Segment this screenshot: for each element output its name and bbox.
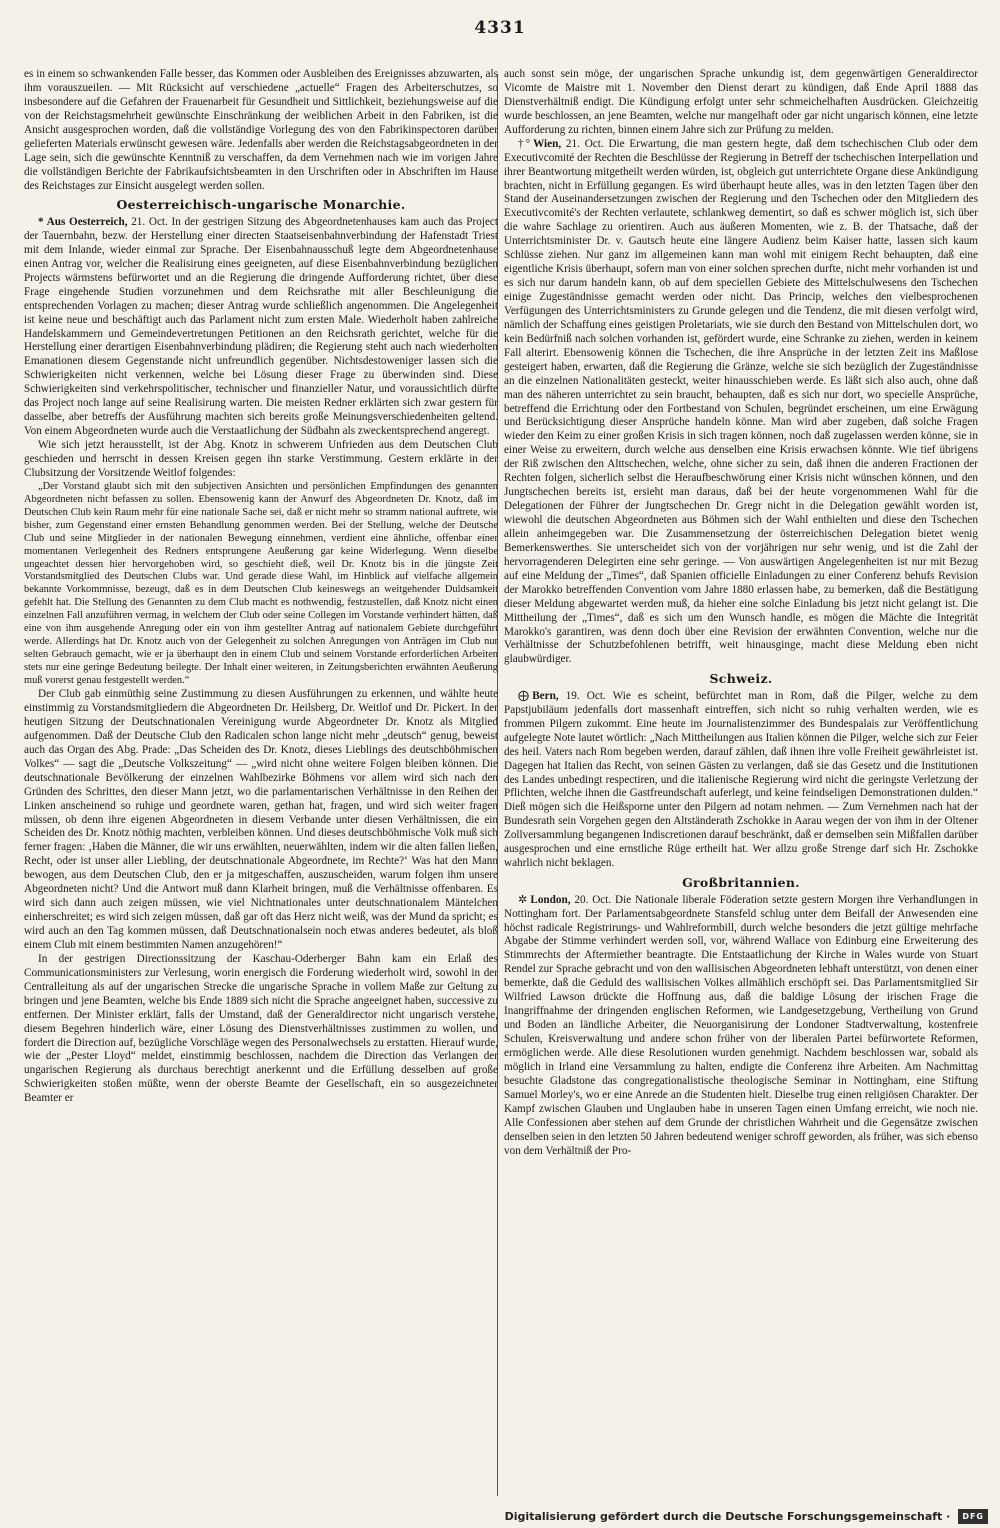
left-column [24,68,498,1500]
section-heading-austria: Oesterreichisch-ungarische Monarchie. [116,197,406,213]
article-paragraph [24,216,498,439]
correspondent-mark-icon: ⨁ [518,689,530,702]
correspondent-mark-icon: ✲ [518,893,528,906]
dateline: London, [530,893,571,906]
article-paragraph: In der gestrigen Directionssitzung der Kaschau-Oderberger Bahn kam ein Erlaß des Communicationsministers zur Verlesung, worin energisch die Forderung wiederholt wird, sowohl in der Centralleitung als auf der ungarischen Strecke die ungarische Sprache in vollem Maße zur Geltung zu bringen und jene Beamten, welche bis Ende 1889 sich nicht die Sprache angeeignet haben, successive zu entfernen. Der Minister erklärt, falls der Umstand, daß der Generaldirector nicht ungarisch verstehe, diesem Begehren hinderlich wäre, einer Lösung des Dienstverhältnisses zustimmen zu wollen, und fordert die Direction auf, bezügliche Vorschläge wegen des Personalwechsels zu erstatten. Hierauf wurde, wie der „Pester Lloyd“ meldet, einstimmig beschlossen, nachdem die Direction das Verlangen der ungarischen Regierung als durchaus berechtigt anerkennt und die Erfüllung desselben auf große Schwierigkeiten stoßen müßte, wenn der oberste Beamte der Gesellschaft, ein so ausgezeichneter Beamter er [24,952,498,1105]
dateline: Wien, [533,137,562,150]
article-paragraph: Wie sich jetzt herausstellt, ist der Abg. Knotz in schwerem Unfrieden aus dem Deutschen Club geschieden und herrscht in dessen Kreisen gegen ihn starke Verstimmung. Gestern erklärte in der Clubsitzung der Vorsitzende Weitlof folgendes: [24,439,498,479]
article-paragraph: es in einem so schwankenden Falle besser, das Kommen oder Ausbleiben des Ereignisses abzuwarten, als ihm vorauszueilen. — Mit Rücksicht auf verschiedene „actuelle“ Fragen des Arbeiterschutzes, so insbesondere auf die Gefahren der Frauenarbeit für Gesundheit und Sittlichkeit, beziehungsweise auf die von der Reichstagsmehrheit gewünschte Einschränkung der weiblichen Arbeit in den Fabriken, ist die Ansicht ausgesprochen worden, daß die vollständige Vorlegung des von den Fabrikinspectoren darüber gelieferten Materials erwünscht gewesen wäre. Jedenfalls aber werden die Reichstagsabgeordneten in der Lage sein, sich die gewünschte Kenntniß zu verschaffen, da dem Vernehmen nach wie im vorigen Jahre die vollständigen Berichte der Fabrikaufsichtsbeamten in den Urschriften oder in Abschriften im Hause des Reichstages zur Einsicht ausgelegt werden sollen. [24,68,498,192]
right-column [504,68,978,1500]
section-heading-great-britain: Großbritannien. [682,875,800,891]
article-paragraph [504,138,978,668]
article-text: 19. Oct. Wie es scheint, befürchtet man in Rom, daß die Pilger, welche zu dem Papstjubiläum jedenfalls dort massenhaft eintreffen, sich nicht so ruhig verhalten werden, wie es frommen Pilgern zukommt. Eine heute im Journalistenzimmer des Bundespalais zur Veröffentlichung aufgelegte Note lautet wörtlich: „Nach Mittheilungen aus Italien können die Pilger, welche sich zur Feier des heil. Vaters nach Rom begeben werden, darauf zählen, daß ihnen ihre volle Freiheit gewährleistet ist. Dagegen hat Italien das Recht, von seinen Gästen zu verlangen, daß sie das Gesetz und die Institutionen des Landes unbedingt respectiren, und die italienische Regierung wird nicht die geringste Verletzung der Pflichten, welche ihnen die Gastfreundschaft auferlegt, und keine feindseligen Demonstrationen dulden.“ Dieß mögen sich die Heißsporne unter den Pilgern ad notam nehmen. — Zum Vernehmen nach hat der Bundesrath sein Vorgehen gegen den Altständerath Zschokke in Aarau wegen der von ihm in der Oltener Zollversammlung begangenen Indiscretionen darauf beschränkt, daß er demselben sein Mißfallen darüber ausgesprochen und eine ernstliche Rüge ertheilt hat. Wer allzu große Strenge darf sich Hr. Zschokke wahrlich nicht beklagen. [504,689,978,870]
article-paragraph [504,690,978,871]
article-text: 20. Oct. Die Nationale liberale Föderation setzte gestern Morgen ihre Verhandlungen in Nottingham fort. Der Parlamentsabgeordnete Stansfeld schlug unter dem Beifall der Anwesenden eine höchst radicale Registrirungs- und Wahlreformbill, durch welche besonders die jetzt gültige mehrfache Abgabe der Stimme verhindert werden soll, vor, während Wallace von Edinburg eine Erweiterung des Stimmrechts der Aftermiether beantragte. Die Entstaatlichung der Kirche in Wales wurde von Stuart Rendel zur Sprache gebracht und von den wallisischen Abgeordneten lebhaft unterstützt, von denen einer bemerkte, daß die Geduld des wallisischen Volkes allmählich erschöpft sei. Das Parlamentsmitglied Sir Wilfried Lawson drückte die Hoffnung aus, daß die baldige Lösung der irischen Frage die Inangriffnahme der dringenden englischen Reformen, wie Landgesetzgebung, Vertheilung von Grund und Boden an ländliche Arbeiter, die Neuorganisirung der Londoner Stadtverwaltung, kostenfreie Schulen, Kreisverwaltung und andere schon früher von der liberalen Partei befürwortete Reformen, ermöglichen werde. Alle diese Resolutionen wurden genehmigt. Nachdem beschlossen war, sobald als möglich in Irland eine Versammlung zu halten, endigte die Conferenz ihre Arbeiten. Am Nachmittag besuchte Gladstone das congregationalistische theologische Seminar in Nottingham, eine Stiftung Samuel Morley's, wo er eine Anrede an die Studenten hielt. Dieselbe trug einen religiösen Charakter. Der Kampf zwischen Glauben und Unglauben habe in unseren Tagen einen Umfang erreicht, wie noch nie. Alle Confessionen aber stehen auf dem Grunde der christlichen Wahrheit und die Gegensätze zwischen denselben seien in den letzten 50 Jahren bedeutend weniger schroff geworden, als früher, was sich ebenso von dem Verhältniß der Pro- [504,893,978,1157]
correspondent-mark-icon: †° [518,137,531,150]
article-paragraph: auch sonst sein möge, der ungarischen Sprache unkundig ist, dem gegenwärtigen Generaldirector Vicomte de Maistre mit 1. November den Dienst derart zu kündigen, daß Ende April 1888 das Dienstverhältniß endigt. Die Kündigung erfolgt unter sehr schmeichelhaften Ausdrücken. Gleichzeitig wurde beschlossen, an jene Beamten, welche nur mangelhaft oder gar nicht ungarisch können, eine letzte Aufforderung zu richten, binnen einem Jahre sich zur Prüfung zu melden. [504,68,978,136]
article-paragraph: Der Club gab einmüthig seine Zustimmung zu diesen Ausführungen zu erkennen, und wählte heute einstimmig zu Vorstandsmitgliedern die Abgeordneten Dr. Heilsberg, Dr. Weitlof und Dr. Pickert. In der heutigen Sitzung der Deutschnationalen Vereinigung wurde Abgeordneter Dr. Knotz als Mitglied aufgenommen. Daß der Deutsche Club den Radicalen schon lange nicht mehr „deutsch“ genug, beweist auch das Organ des Abg. Prade: „Das Scheiden des Dr. Knotz, dieses Lieblings des deutschböhmischen Volkes“ — sagt die „Deutsche Volkszeitung“ — „wird nicht ohne weitere Folgen bleiben können. Die deutschnationale Bevölkerung der einzelnen Wahlbezirke Böhmens vor allem wird sich nach den Gründen des Schrittes, den dieser Mann jetzt, wo die parlamentarischen Verhältnisse in den Reihen der Linken anscheinend so ruhige und geordnete waren, gethan hat, fragen, und wird sich weiter fragen müssen, ob denn ihre eigenen Abgeordneten in diesem Verbande unter diesen Verhältnissen, die ein Scheiden des Dr. Knotz nöthig machten, verbleiben können. Und dieses deutschböhmische Volk muß sich ferner fragen: ‚Haben die Männer, die wir uns erwählten, neuerwählten, indem wir die alten fallen ließen, Recht, oder ist unser aller Liebling, der deutschnationale Abgeordnete, im Rechte?‘ Was hat den Mann bewogen, aus dem Deutschen Club, den er ja mitgeschaffen, auszuscheiden, warum folgen ihm unsere Abgeordneten nicht? Und die Antwort muß dann Klarheit bringen, muß die Verhältnisse offenbaren. Es wird sich dann auch zeigen müssen, wie viel Nichtnationales unter deutschnationalem Mäntelchen einherschreitet; es wird sich zeigen müssen, daß gar oft das Herz nicht weiß, was der Mund da spricht; es wird auch an den Tag kommen müssen, daß Deutschnationalsein noch etwas anderes bedeutet, als bloß einem Club mit einem bestimmten Namen anzugehören!“ [24,688,498,951]
dfg-logo: DFG [958,1509,988,1524]
article-paragraph [504,894,978,1159]
dateline: Bern, [532,689,559,702]
digitization-footer [0,1504,1000,1528]
page-number: 4331 [474,18,526,38]
section-heading-switzerland: Schweiz. [709,671,773,687]
article-text: 21. Oct. Die Erwartung, die man gestern hegte, daß dem tschechischen Club oder dem Executivcomité der Rechten die Beschlüsse der Regierung in Betreff der tschechischen Interpellation und ihrer Beantwortung mitgetheilt werden würden, ist, obgleich gut unterrichtete Organe diese Ankündigung brachten, nicht in Erfüllung gegangen. Es wird überhaupt heute alles, was in den letzten Tagen über den Stand der Auseinandersetzungen zwischen der Regierung und den Tschechen oder den Mitgliedern des Executivcomité's der Rechten verlautete, schlankweg dementirt, so daß es schwer möglich ist, sich über die wahre Sachlage zu orientiren. Auch aus äußeren Momenten, wie z. B. der Thatsache, daß der Unterrichtsminister Dr. v. Gautsch heute eine längere Audienz beim Kaiser hatte, lassen sich kaum Schlüsse ziehen. Nur ganz im allgemeinen kann man wohl mit einigem Recht behaupten, daß eine eigentliche Krisis überhaupt, sofern man von einer solchen sprechen durfte, nicht mehr vorhanden ist und es sich nur darum handeln kann, ob auf dem speciellen Gebiete des Mittelschulwesens den Tschechen einige Zugeständnisse gemacht werden oder nicht. Das Princip, welches den vielbesprochenen Verfügungen des Unterrichtsministers zu Grunde gelegen und die Tendenz, die mit diesen verfolgt wird, nämlich der Schaffung eines geistigen Proletariats, wie sie durch den Bestand von Mittelschulen dort, wo kein Bedürfniß nach solchen vorhanden ist, gefördert wurde, eine Schranke zu ziehen, werden in keinem Fall alterirt. Ebensowenig können die Tschechen, die ihre Ansprüche in der letzten Zeit ins Maßlose gesteigert haben, erwarten, daß die Regierung die Gränze, welche sie sich bezüglich der Zugeständnisse an die einzelnen Nationalitäten gesteckt, weiter hinausschieben werde. Es läßt sich also auch, ohne daß man des näheren unterrichtet zu sein braucht, behaupten, daß es sich nur dort, wo specielle Ansprüche, betreffend die Errichtung oder den Fortbestand von Schulen, begründet erscheinen, um eine Erwägung und Berücksichtigung dieser Ansprüche handeln könne. Man wird aber zugeben, daß solche Fragen wieder den Keim zu einer großen Krisis in sich tragen können, noch daß zugelassen werden könne, sie in einer Weise zu erweitern, durch welche aus denselben eine Krisis erwachsen könnte. Wie tief übrigens der Riß zwischen den Alttschechen, welche, ohne sicher zu sein, daß ihnen die anderen Fractionen der Rechten folgen, sicherlich selbst die Heraufbeschwörung einer Krisis nicht wünschen können, und den Jungtschechen bereits ist, ersieht man daraus, daß bei der heute vorgenommenen Wahl für die Delegationen der Führer der Jungtschechen Dr. Gregr nicht in die Delegation gewählt worden ist, wiewohl die deutschen Abgeordneten aus Böhmen sich der Wahl enthielten und diese den Tschechen allein anheimgegeben war. Die Zusammensetzung der österreichischen Delegation bietet wenig Bemerkenswerthes. Sie unterscheidet sich von der vorjährigen nur sehr wenig, und ist die Zahl der hervorragenderen Delegirten eine sehr geringe. — Von auswärtigen Angelegenheiten ist nur mit Bezug auf eine Meldung der „Times“, daß Spanien officielle Einladungen zu einer Conferenz behufs Revision der Marokko betreffenden Convention vom Jahre 1880 erlassen habe, zu bemerken, daß die Bestätigung dieser Meldung abgewartet werden muß, da hieher eine solche Einladung bis jetzt nicht gelangt ist. Die Mittheilung der „Times“, daß es sich um den Wunsch handle, es mögen die Mächte die Integrität Marokko's garantiren, was denn doch über eine Revision der erwähnten Convention, welche nur die Verhältnisse der Schutzbefohlenen betrifft, weit hinausginge, macht diese Meldung eben nicht glaubwürdiger. [504,137,978,666]
dateline: * Aus Oesterreich, [38,216,128,228]
article-text: 21. Oct. In der gestrigen Sitzung des Abgeordnetenhauses kam auch das Project der Tauernbahn, bezw. der Herstellung einer directen Staatseisenbahnverbindung der Hafenstadt Triest mit dem Inlande, wieder einmal zur Sprache. Der Eisenbahnausschuß legte dem Abgeordnetenhause einen Antrag vor, welcher die Realisirung eines geeigneten, auf diese Eisenbahnverbindung bezüglichen Projects wärmstens befürwortet und an die Regierung die dringende Aufforderung richtet, über diese Frage eingehende Studien vorzunehmen und dem Reichsrathe mit aller Beschleunigung die entsprechenden Vorlagen zu machen; dieser Antrag wurde schließlich angenommen. Die Angelegenheit ist keine neue und beschäftigt auch das Parlament nicht zum ersten Male. Wiederholt haben zahlreiche Handelskammern und Gemeindevertretungen Petitionen an den Reichsrath gerichtet, welche für die Herstellung einer derartigen Eisenbahnverbindung plädiren; die Regierung steht auch nach wiederholten Emanationen diesem Gegenstande nicht unfreundlich gegenüber. Nichtsdestoweniger lassen sich die Schwierigkeiten nicht verkennen, welche bei Lösung dieser Frage zu überwinden sind. Diese Schwierigkeiten sind verkehrspolitischer, technischer und finanzieller Natur, und voraussichtlich dürfte das Project noch lange auf seine Realisirung warten. Die meisten Redner erklärten sich zwar gestern für dasselbe, aber betreffs der Ausführung machten sich bereits große Meinungsverschiedenheiten geltend. Von einem Abgeordneten wurde auch die Verstaatlichung der Südbahn als zweckentsprechend angeregt. [24,216,498,438]
quoted-statement: „Der Vorstand glaubt sich mit den subjectiven Ansichten und persönlichen Empfindungen des genannten Abgeordneten nicht befassen zu sollen. Ebensowenig kann der Anwurf des Abgeordneten Dr. Knotz, daß im Deutschen Club kein Raum mehr für eine nationale Sache sei, daß er nicht mehr so stramm national auftrete, wie bisher, zum Gegenstand einer ernsten Behandlung genommen werden. Bei der Stellung, welche der Deutsche Club und seine Mitglieder in der nationalen Bewegung einnehmen, verdient eine ähnliche, offenbar einer momentanen Verlegenheit des Redners entsprungene Aeußerung gar keine Widerlegung. Wenn dieselbe ungeachtet dessen hier hervorgehoben wird, so geschieht dieß, weil Dr. Knotz bis in die jüngste Zeit Vorstandsmitglied des Deutschen Clubs war. Und gerade diese Wahl, im Hinblick auf vielfache allgemein bekannte Vorkommnisse, bezeugt, daß es in dem Deutschen Club keineswegs an weitgehender Duldsamkeit gefehlt hat. Die Stellung des Genannten zu dem Club macht es nothwendig, festzustellen, daß Knotz nicht einen einzelnen Fall anzuführen vermag, in welchem der Club oder seine Collegen im Vorstande verhindert hätten, daß eine von ihm ausgehende Anregung oder ein von ihm gestellter Antrag auf nationalem Gebiete durchgeführt werde. Allerdings hat Dr. Knotz auch von der Gelegenheit zu solchen Anregungen von Anträgen im Club nur selten Gebrauch gemacht, wie er ja überhaupt den in einem Club und seinem Vorstande erforderlichen Arbeiten stets nur eine geringe Bedeutung beilegte. Der Inhalt einer weiteren, in Zeitungsberichten erwähnten Aeußerung muß vorerst genau festgestellt werden.“ [24,480,498,687]
footer-credit: Digitalisierung gefördert durch die Deutsche Forschungsgemeinschaft · [504,1509,951,1523]
